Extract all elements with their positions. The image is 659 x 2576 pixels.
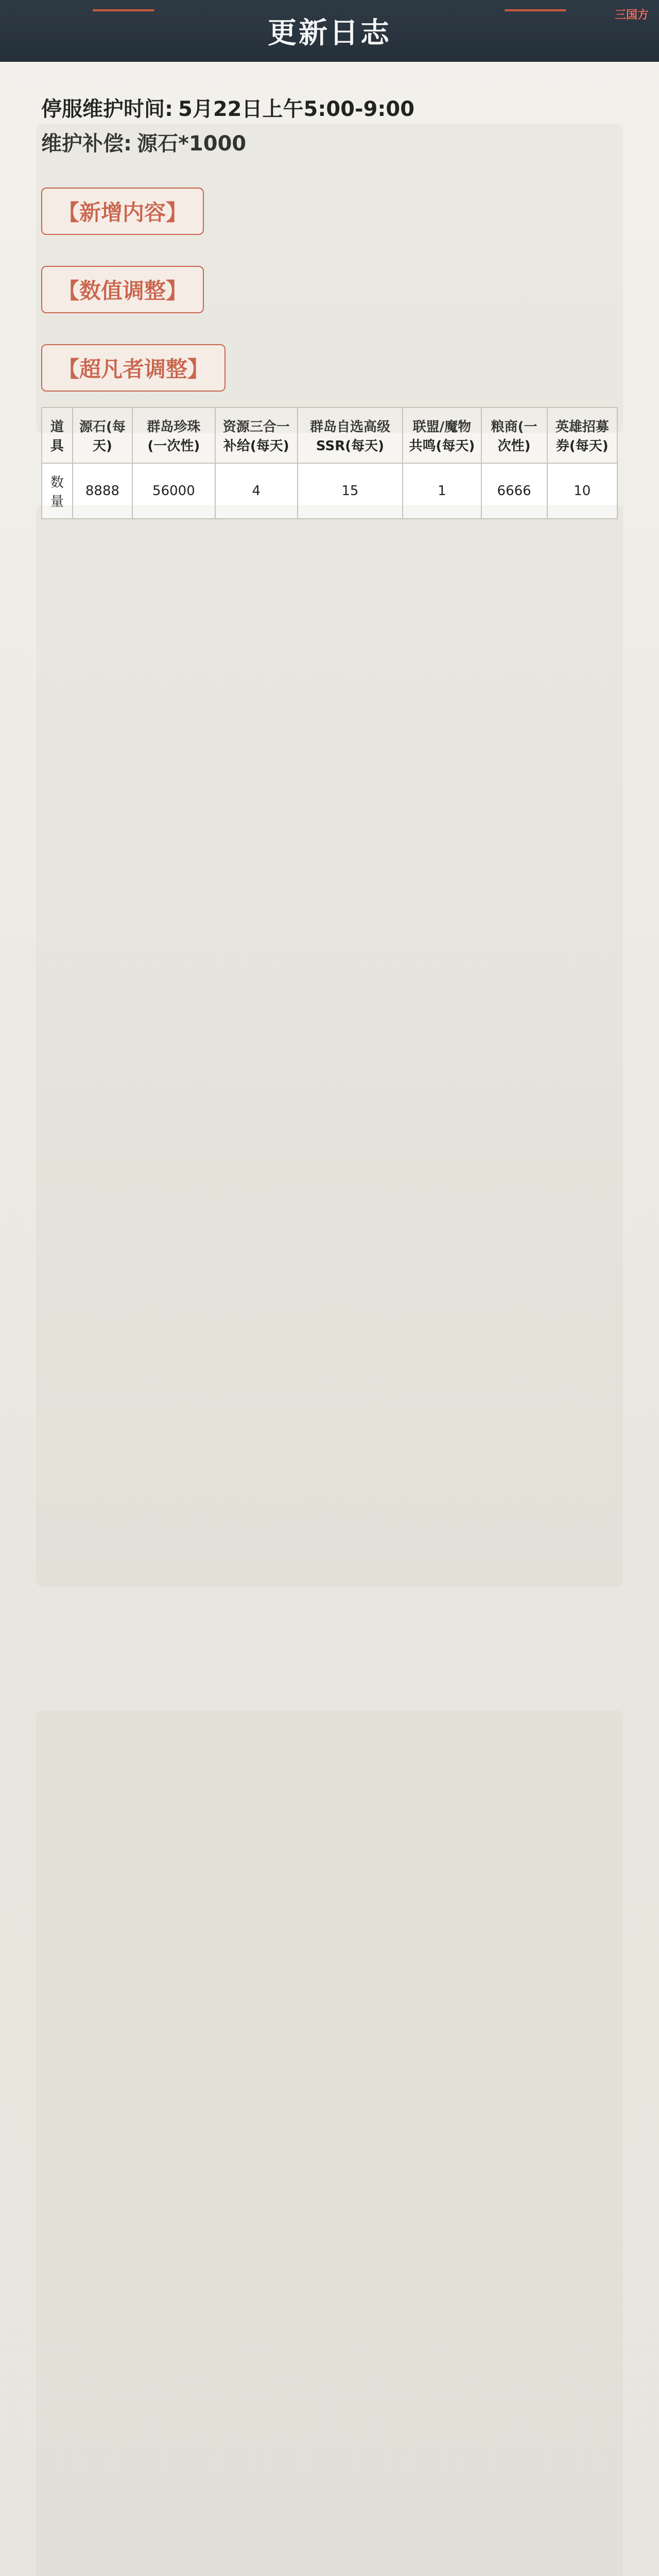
logo: 三国方	[614, 9, 649, 22]
header-banner	[0, 0, 659, 62]
compensation-label: 维护补偿:	[41, 132, 132, 156]
section-title-hero: 【超凡者调整】	[41, 344, 226, 392]
table-cell: 数量	[42, 463, 73, 519]
section-title-balance: 【数值调整】	[41, 266, 204, 313]
table-header: 源石(每天)	[73, 408, 132, 463]
table-cell: 8888	[73, 463, 132, 519]
background-panel	[36, 505, 623, 1587]
table-cell: 56000	[132, 463, 215, 519]
maintenance-label: 停服维护时间:	[41, 97, 173, 121]
page-title: 更新日志	[268, 16, 391, 50]
table-cell: 1	[403, 463, 481, 519]
background-panel	[36, 124, 623, 433]
table-header: 群岛自选高级SSR(每天)	[298, 408, 403, 463]
table-header: 道具	[42, 408, 73, 463]
table-cell: 10	[547, 463, 617, 519]
table-header: 群岛珍珠(一次性)	[132, 408, 215, 463]
background-panel	[36, 1710, 623, 2576]
maintenance-row	[41, 93, 618, 122]
table-cell: 4	[215, 463, 298, 519]
table-cell: 15	[298, 463, 403, 519]
table-header: 联盟/魔物共鸣(每天)	[403, 408, 481, 463]
table-cell: 6666	[481, 463, 547, 519]
compensation-value: 源石*1000	[137, 132, 247, 156]
decor-line-left	[93, 9, 154, 11]
table-header: 英雄招募券(每天)	[547, 408, 617, 463]
table-header: 粮商(一次性)	[481, 408, 547, 463]
decor-line-right	[505, 9, 566, 11]
maintenance-value: 5月22日上午5:00-9:00	[178, 97, 415, 121]
table-header: 资源三合一补给(每天)	[215, 408, 298, 463]
section-title-new: 【新增内容】	[41, 188, 204, 235]
